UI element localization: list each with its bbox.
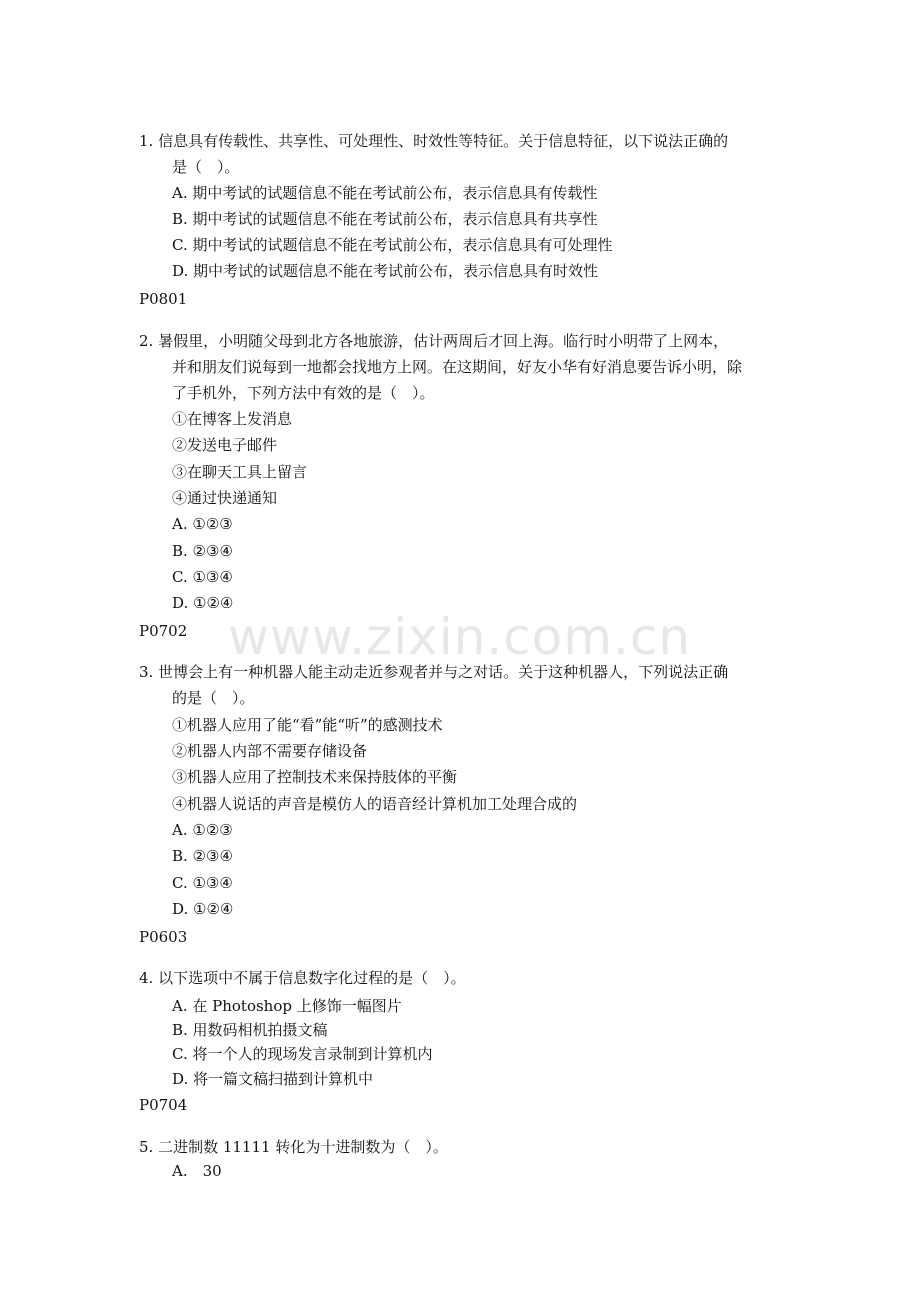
question-3-option-a: A. ①②③ (172, 821, 233, 839)
question-2-item-3: ③在聊天工具上留言 (172, 463, 308, 481)
question-3-option-c: C. ①③④ (172, 874, 233, 892)
question-2-item-1: ①在博客上发消息 (172, 410, 293, 428)
question-3-item-1: ①机器人应用了能“看”能“听”的感测技术 (172, 716, 443, 734)
question-3-item-3: ③机器人应用了控制技术来保持肢体的平衡 (172, 768, 458, 786)
question-2-code: P0702 (139, 622, 188, 640)
question-2-option-b: B. ②③④ (172, 542, 233, 560)
question-4-option-c: C. 将一个人的现场发言录制到计算机内 (172, 1045, 433, 1063)
question-2-option-c: C. ①③④ (172, 568, 233, 586)
question-3-option-d: D. ①②④ (172, 900, 234, 918)
question-4-option-a: A. 在 Photoshop 上修饰一幅图片 (172, 997, 402, 1015)
question-4-code: P0704 (139, 1096, 188, 1114)
question-1-stem-line-1: 1. 信息具有传载性、共享性、可处理性、时效性等特征。关于信息特征，以下说法正确的 (139, 132, 729, 150)
question-1-option-d: D. 期中考试的试题信息不能在考试前公布，表示信息具有时效性 (172, 262, 599, 280)
question-1-stem-line-2: 是（ ）。 (172, 158, 240, 176)
question-2-option-a: A. ①②③ (172, 515, 233, 533)
question-5-stem-line-1: 5. 二进制数 11111 转化为十进制数为（ ）。 (139, 1138, 448, 1156)
question-2-option-d: D. ①②④ (172, 594, 234, 612)
question-3-stem-line-1: 3. 世博会上有一种机器人能主动走近参观者并与之对话。关于这种机器人，下列说法正确 (139, 663, 729, 681)
question-3-item-2: ②机器人内部不需要存储设备 (172, 742, 368, 760)
question-3-code: P0603 (139, 928, 188, 946)
question-3-option-b: B. ②③④ (172, 847, 233, 865)
question-2-stem-line-2: 并和朋友们说每到一地都会找地方上网。在这期间，好友小华有好消息要告诉小明，除 (172, 358, 743, 376)
question-4-option-d: D. 将一篇文稿扫描到计算机中 (172, 1070, 374, 1088)
question-2-item-4: ④通过快递通知 (172, 489, 278, 507)
question-3-stem-line-2: 的是（ ）。 (172, 689, 255, 707)
question-4-option-b: B. 用数码相机拍摄文稿 (172, 1021, 328, 1039)
question-1-option-c: C. 期中考试的试题信息不能在考试前公布，表示信息具有可处理性 (172, 236, 613, 254)
question-1-option-a: A. 期中考试的试题信息不能在考试前公布，表示信息具有传载性 (172, 184, 598, 202)
question-4-stem-line-1: 4. 以下选项中不属于信息数字化过程的是（ ）。 (139, 969, 466, 987)
question-2-stem-line-3: 了手机外，下列方法中有效的是（ ）。 (172, 384, 435, 402)
question-1-option-b: B. 期中考试的试题信息不能在考试前公布，表示信息具有共享性 (172, 210, 598, 228)
question-3-item-4: ④机器人说话的声音是模仿人的语音经计算机加工处理合成的 (172, 795, 578, 813)
question-1-code: P0801 (139, 290, 188, 308)
question-2-stem-line-1: 2. 暑假里，小明随父母到北方各地旅游，估计两周后才回上海。临行时小明带了上网本， (139, 332, 729, 350)
watermark: www.zixin.com.cn (228, 608, 692, 666)
question-5-option-a: A. 30 (172, 1162, 222, 1180)
question-2-item-2: ②发送电子邮件 (172, 436, 278, 454)
